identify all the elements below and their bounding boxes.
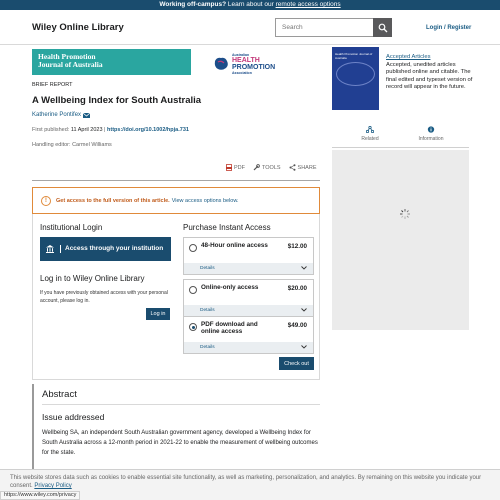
wol-login-text: If you have previously obtained access with your personal account, please log in. <box>40 290 168 304</box>
option-price: $12.00 <box>287 243 307 250</box>
purchase-option-online-only[interactable] <box>183 279 314 317</box>
option-name: 48-Hour online access <box>201 242 268 249</box>
search-input[interactable] <box>276 19 375 36</box>
details-label: Details <box>200 308 215 313</box>
share-icon <box>289 164 296 171</box>
pdf-button[interactable] <box>226 164 245 171</box>
institutional-login-title: Institutional Login <box>40 223 103 232</box>
doi-link[interactable]: https://doi.org/10.1002/hpja.731 <box>107 127 189 133</box>
remote-access-text: Learn about our <box>226 1 276 8</box>
login-register-link[interactable]: Login / Register <box>426 25 472 31</box>
remote-access-heading: Working off-campus? <box>159 1 227 8</box>
abstract-title: Abstract <box>42 389 77 400</box>
pdf-label: PDF <box>234 164 245 171</box>
journal-name-line2: Journal of Australia <box>38 60 103 69</box>
browser-status-url: https://www.wiley.com/privacy <box>0 491 80 500</box>
access-banner-strong: Get access to the full version of this article. <box>56 197 170 204</box>
institution-icon <box>40 244 60 254</box>
abstract-text: Wellbeing SA, an independent South Australian government agency, developed a Wellbeing Index for South Australia across a 12-month period in 2021-22 to enable the measurement of wellbeing outcomes for the state. <box>42 430 318 456</box>
search-box <box>275 18 392 37</box>
chevron-down-icon <box>301 345 307 349</box>
share-button[interactable] <box>289 164 317 171</box>
option-name: Online-only access <box>201 284 259 291</box>
pdf-icon <box>226 164 232 171</box>
handling-editor <box>32 142 112 148</box>
search-button[interactable] <box>373 18 392 37</box>
cookie-text: This website stores data such as cookies to enable essential site functionality, as well as marketing, personalization, and analytics. By remaining on this website you indicate your consent. <box>10 475 482 489</box>
wol-login-title: Log in to Wiley Online Library <box>40 274 145 283</box>
option-price: $49.00 <box>287 322 307 329</box>
chevron-down-icon <box>301 266 307 270</box>
site-header <box>0 10 500 45</box>
journal-name-line1: Health Promotion <box>38 52 96 61</box>
cover-graphic <box>336 62 375 86</box>
radio-48hour[interactable] <box>189 244 197 252</box>
details-toggle[interactable] <box>184 305 313 316</box>
institution-access-button[interactable] <box>40 237 171 261</box>
author-link[interactable] <box>32 112 90 118</box>
log-in-button[interactable]: Log in <box>146 308 170 320</box>
accepted-articles-link[interactable]: Accepted Articles <box>386 54 431 60</box>
association-line4: Association <box>232 71 252 75</box>
email-icon[interactable] <box>83 113 90 118</box>
tab-related-label: Related <box>361 136 379 142</box>
journal-banner[interactable] <box>32 49 191 75</box>
remote-access-bar <box>0 0 500 10</box>
published-date: 11 April 2023 <box>70 127 103 133</box>
article-title: A Wellbeing Index for South Australia <box>32 95 202 106</box>
tab-information-label: Information <box>418 136 444 142</box>
info-icon <box>427 126 435 133</box>
share-label: SHARE <box>297 164 317 171</box>
option-name: PDF download and online access <box>201 321 258 335</box>
association-logo[interactable] <box>212 52 278 76</box>
tab-information[interactable] <box>401 126 461 142</box>
editor-name: Carmel Williams <box>72 142 112 148</box>
info-warning-icon: ! <box>41 196 51 206</box>
option-price: $20.00 <box>287 285 307 292</box>
checkout-button[interactable]: Check out <box>279 357 314 370</box>
journal-cover-thumbnail[interactable] <box>332 47 379 110</box>
purchase-option-48hour[interactable] <box>183 237 314 275</box>
details-toggle[interactable] <box>184 263 313 274</box>
remote-access-link[interactable]: remote access options <box>275 1 341 8</box>
author-name: Katherine Pontifex <box>32 112 82 118</box>
purchase-option-pdf[interactable] <box>183 316 314 354</box>
abstract-divider <box>42 404 320 405</box>
accepted-articles-text: Accepted, unedited articles published online and citable. The final edited and typeset version of record will appear in the future. <box>386 61 473 90</box>
australia-map-icon <box>212 55 230 73</box>
sidebar-tabs <box>332 124 469 148</box>
wrench-icon <box>253 164 260 171</box>
article-tools <box>226 164 317 171</box>
purchase-access-title: Purchase Instant Access <box>183 223 271 232</box>
published-label: First published: <box>32 127 71 133</box>
details-label: Details <box>200 266 215 271</box>
access-options-panel <box>32 214 320 380</box>
site-logo[interactable]: Wiley Online Library <box>32 22 124 33</box>
content-divider <box>32 180 320 181</box>
association-line3: PROMOTION <box>232 64 276 71</box>
view-access-options-link[interactable]: View access options below. <box>171 197 239 204</box>
details-label: Details <box>200 345 215 350</box>
publication-info <box>32 127 189 133</box>
sidebar-content-panel <box>332 150 469 330</box>
published-separator: | <box>102 127 108 133</box>
tab-related[interactable] <box>340 126 400 142</box>
editor-label: Handling editor: <box>32 142 73 148</box>
radio-online-only[interactable] <box>189 286 197 294</box>
tools-label: TOOLS <box>262 164 281 171</box>
institution-access-label: Access through your institution <box>60 245 163 253</box>
tools-button[interactable] <box>253 164 281 171</box>
details-toggle[interactable] <box>184 342 313 353</box>
association-line1: Australian <box>232 53 250 57</box>
cover-title: Health Promotion Journal of Australia <box>335 52 373 60</box>
search-icon <box>378 23 388 33</box>
article-type: BRIEF REPORT <box>32 82 73 88</box>
accepted-articles-note <box>386 54 476 92</box>
abstract-subtitle: Issue addressed <box>42 412 105 422</box>
chevron-down-icon <box>301 308 307 312</box>
radio-pdf[interactable] <box>189 323 197 331</box>
related-network-icon <box>366 126 374 133</box>
privacy-policy-link[interactable]: Privacy Policy <box>34 483 72 489</box>
access-banner <box>32 187 320 214</box>
loading-spinner-icon <box>399 208 411 220</box>
association-line2: HEALTH <box>232 57 260 64</box>
abstract-section <box>32 384 320 474</box>
